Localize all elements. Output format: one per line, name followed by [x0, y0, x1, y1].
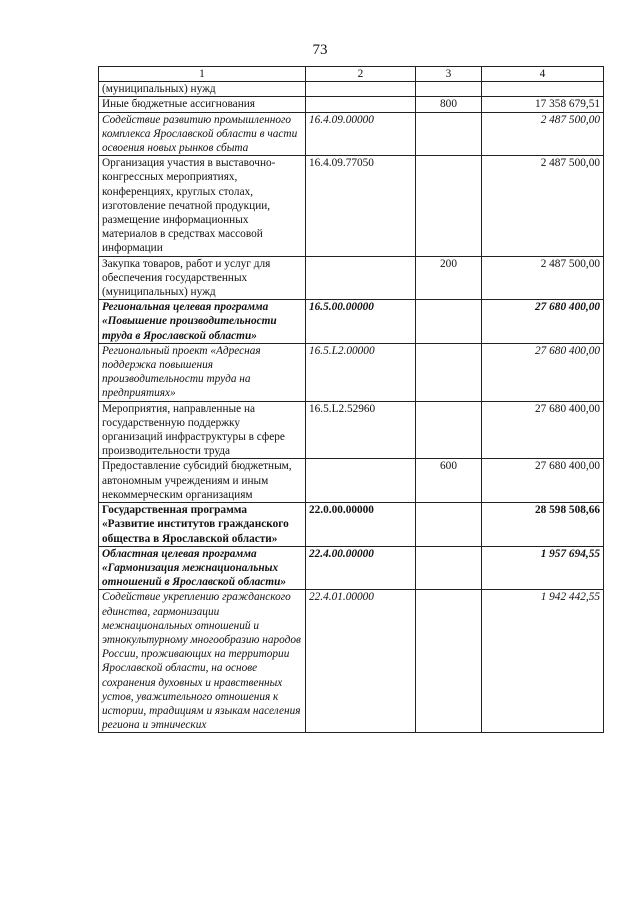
- row-kind: [416, 590, 482, 733]
- column-header-4: 4: [482, 67, 604, 82]
- row-code: [306, 459, 416, 503]
- row-code: [306, 97, 416, 112]
- row-code: 16.5.L2.00000: [306, 343, 416, 401]
- row-amount: 2 487 500,00: [482, 112, 604, 156]
- row-kind: [416, 546, 482, 590]
- table-row: [99, 97, 604, 112]
- column-header-1: 1: [99, 67, 306, 82]
- table-row: [99, 82, 604, 97]
- row-amount: 1 957 694,55: [482, 546, 604, 590]
- column-header-3: 3: [416, 67, 482, 82]
- row-kind: 200: [416, 256, 482, 300]
- row-amount: 27 680 400,00: [482, 300, 604, 344]
- row-amount: 2 487 500,00: [482, 156, 604, 256]
- table-row: [99, 256, 604, 300]
- row-kind: 800: [416, 97, 482, 112]
- row-kind: [416, 503, 482, 547]
- table-row: [99, 546, 604, 590]
- row-kind: 600: [416, 459, 482, 503]
- row-name: Мероприятия, направленные на государственную поддержку организаций инфраструктуры в сфере производительности труда: [99, 401, 306, 459]
- row-code: 16.4.09.00000: [306, 112, 416, 156]
- table-row: [99, 156, 604, 256]
- table-header-row: [99, 67, 604, 82]
- row-kind: [416, 156, 482, 256]
- row-amount: 1 942 442,55: [482, 590, 604, 733]
- row-amount: 27 680 400,00: [482, 401, 604, 459]
- row-name: Содействие укреплению гражданского единства, гармонизации межнациональных отношений и этнокультурному многообразию народов России, проживающих на территории Ярославской области, на основе сохранения духовных и нравственных устов, уважительного отношения к истории, традициям и языкам населения региона и этнических: [99, 590, 306, 733]
- row-name: Региональный проект «Адресная поддержка повышения производительности труда на предприятиях»: [99, 343, 306, 401]
- row-kind: [416, 343, 482, 401]
- table-row: [99, 590, 604, 733]
- row-name: Областная целевая программа «Гармонизация межнациональных отношений в Ярославской области»: [99, 546, 306, 590]
- row-name: Иные бюджетные ассигнования: [99, 97, 306, 112]
- table-row: [99, 401, 604, 459]
- row-code: [306, 82, 416, 97]
- row-code: 16.5.00.00000: [306, 300, 416, 344]
- row-amount: 17 358 679,51: [482, 97, 604, 112]
- row-name: Государственная программа «Развитие институтов гражданского общества в Ярославской области»: [99, 503, 306, 547]
- row-name: (муниципальных) нужд: [99, 82, 306, 97]
- row-name: Организация участия в выставочно-конгрессных мероприятиях, конференциях, круглых столах, изготовление печатной продукции, размещение информационных материалов в средствах массовой информации: [99, 156, 306, 256]
- row-kind: [416, 82, 482, 97]
- table-row: [99, 343, 604, 401]
- budget-table: [98, 66, 604, 733]
- row-kind: [416, 112, 482, 156]
- row-name: Региональная целевая программа «Повышение производительности труда в Ярославской области»: [99, 300, 306, 344]
- row-name: Содействие развитию промышленного комплекса Ярославской области в части освоения новых рынков сбыта: [99, 112, 306, 156]
- row-kind: [416, 300, 482, 344]
- table-row: [99, 503, 604, 547]
- row-amount: 27 680 400,00: [482, 343, 604, 401]
- row-code: 22.4.00.00000: [306, 546, 416, 590]
- row-kind: [416, 401, 482, 459]
- table-row: [99, 300, 604, 344]
- table-row: [99, 112, 604, 156]
- row-amount: [482, 82, 604, 97]
- table-row: [99, 459, 604, 503]
- row-name: Предоставление субсидий бюджетным, автономным учреждениям и иным некоммерческим организациям: [99, 459, 306, 503]
- row-code: [306, 256, 416, 300]
- row-code: 22.4.01.00000: [306, 590, 416, 733]
- row-code: 16.5.L2.52960: [306, 401, 416, 459]
- row-code: 22.0.00.00000: [306, 503, 416, 547]
- column-header-2: 2: [306, 67, 416, 82]
- page-number: 73: [312, 42, 328, 58]
- row-amount: 27 680 400,00: [482, 459, 604, 503]
- row-code: 16.4.09.77050: [306, 156, 416, 256]
- row-amount: 28 598 508,66: [482, 503, 604, 547]
- row-amount: 2 487 500,00: [482, 256, 604, 300]
- row-name: Закупка товаров, работ и услуг для обеспечения государственных (муниципальных) нужд: [99, 256, 306, 300]
